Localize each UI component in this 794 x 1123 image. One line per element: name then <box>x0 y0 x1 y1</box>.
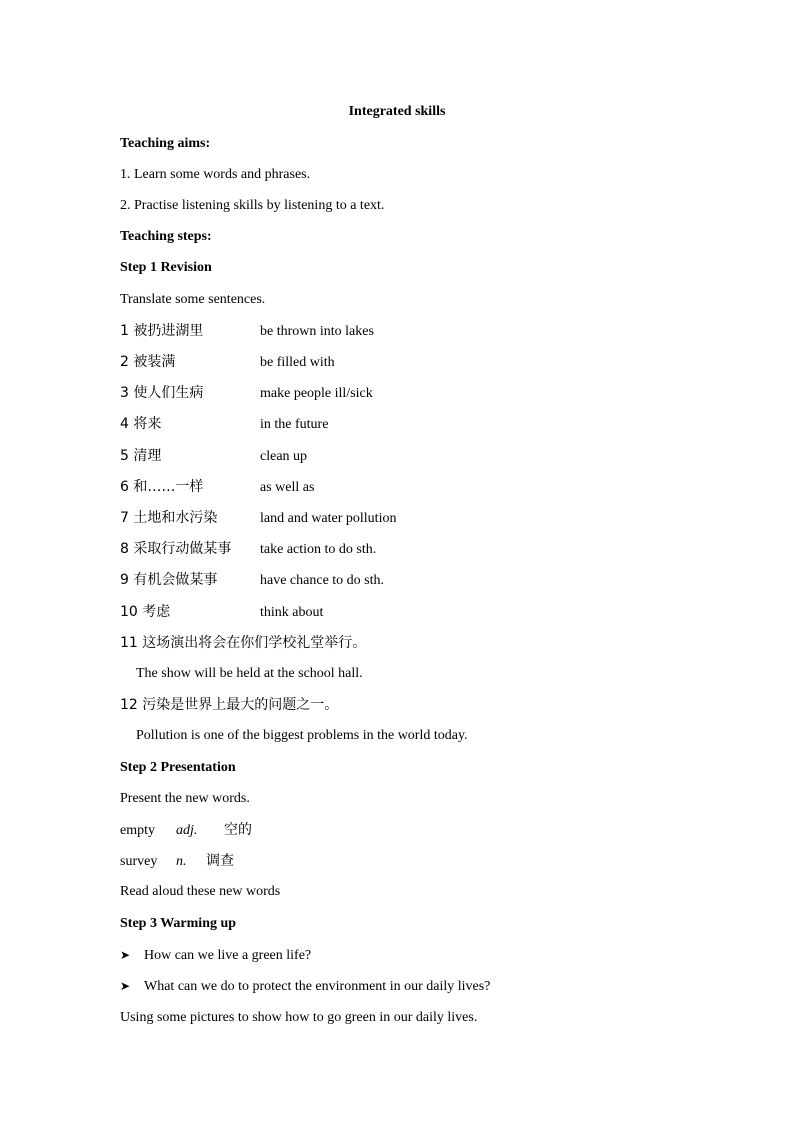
sentence-12-chinese: 12 污染是世界上最大的问题之一。 <box>120 697 339 713</box>
vocab-meaning: 空的 <box>224 822 252 838</box>
vocab-pos: adj. <box>176 823 198 838</box>
arrow-bullet-icon: ➤ <box>120 948 131 962</box>
translation-row <box>120 571 384 590</box>
vocab-meaning: 调查 <box>206 853 234 869</box>
english-phrase: be thrown into lakes <box>260 324 374 339</box>
chinese-phrase: 8 采取行动做某事 <box>120 541 232 557</box>
english-phrase: take action to do sth. <box>260 542 377 557</box>
sentence-12-english: Pollution is one of the biggest problems in the world today. <box>136 728 468 743</box>
chinese-phrase: 4 将来 <box>120 416 162 432</box>
bullet-item <box>120 977 490 996</box>
vocab-row <box>120 852 234 871</box>
step3-outro: Using some pictures to show how to go green in our daily lives. <box>120 1010 478 1025</box>
english-phrase: be filled with <box>260 355 335 370</box>
step1-heading: Step 1 Revision <box>120 260 212 275</box>
translation-row <box>120 415 328 434</box>
chinese-phrase: 6 和……一样 <box>120 479 204 495</box>
english-phrase: in the future <box>260 417 329 432</box>
vocab-row <box>120 821 252 840</box>
sentence-11-english: The show will be held at the school hall. <box>136 666 363 681</box>
bullet-item <box>120 946 311 965</box>
vocab-word: survey <box>120 854 158 869</box>
step2-heading: Step 2 Presentation <box>120 760 236 775</box>
steps-heading: Teaching steps: <box>120 229 212 244</box>
english-phrase: make people ill/sick <box>260 386 373 401</box>
sentence-11-chinese: 11 这场演出将会在你们学校礼堂举行。 <box>120 635 367 651</box>
translation-row <box>120 478 314 497</box>
english-phrase: think about <box>260 605 324 620</box>
translation-row <box>120 540 376 559</box>
arrow-bullet-icon: ➤ <box>120 979 131 993</box>
bullet-text: How can we live a green life? <box>144 948 312 963</box>
translation-row <box>120 322 374 341</box>
english-phrase: have chance to do sth. <box>260 573 385 588</box>
step2-intro: Present the new words. <box>120 791 250 806</box>
page-title: Integrated skills <box>348 104 446 119</box>
chinese-phrase: 7 土地和水污染 <box>120 510 218 526</box>
english-phrase: clean up <box>260 449 308 464</box>
aim-item: 2. Practise listening skills by listening to a text. <box>120 198 385 213</box>
aims-heading: Teaching aims: <box>120 136 211 151</box>
chinese-phrase: 1 被扔进湖里 <box>120 323 204 339</box>
translation-row <box>120 384 373 403</box>
translation-row <box>120 603 323 622</box>
chinese-phrase: 2 被装满 <box>120 354 176 370</box>
vocab-word: empty <box>120 823 155 838</box>
vocab-pos: n. <box>176 854 187 869</box>
english-phrase: land and water pollution <box>260 511 397 526</box>
step2-outro: Read aloud these new words <box>120 884 281 899</box>
bullet-text: What can we do to protect the environment in our daily lives? <box>144 979 491 994</box>
chinese-phrase: 9 有机会做某事 <box>120 572 218 588</box>
translation-row <box>120 509 396 528</box>
chinese-phrase: 3 使人们生病 <box>120 385 204 401</box>
step3-heading: Step 3 Warming up <box>120 916 237 931</box>
chinese-phrase: 10 考虑 <box>120 604 171 620</box>
english-phrase: as well as <box>260 480 315 495</box>
chinese-phrase: 5 清理 <box>120 448 162 464</box>
aim-item: 1. Learn some words and phrases. <box>120 167 311 182</box>
translation-row <box>120 447 307 466</box>
step1-intro: Translate some sentences. <box>120 292 266 307</box>
translation-row <box>120 353 335 372</box>
